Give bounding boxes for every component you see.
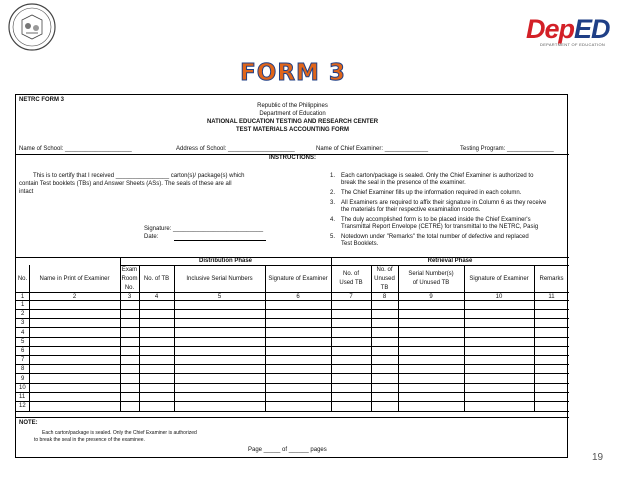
instruction-1-line-1: Each carton/package is sealed. Only the Chief Examiner is authorized to — [341, 173, 534, 179]
col-header-unused-tb-2: Unused — [374, 276, 395, 282]
instruction-4-line-2: Transmittal Report Envelope (CETRE) for transmittal to the NETRC, Pasig — [341, 224, 539, 230]
deped-seal-logo — [6, 2, 58, 52]
column-number: 5 — [217, 294, 222, 300]
deped-logo-dep: Dep — [526, 14, 575, 44]
chief-examiner-field[interactable]: Name of Chief Examiner: _____________ — [316, 146, 429, 152]
row-line — [16, 337, 569, 338]
column-number: 2 — [72, 294, 77, 300]
deped-logo-ed: ED — [574, 14, 610, 44]
date-label: Date: — [144, 234, 159, 240]
table-row-number: 11 — [19, 394, 26, 400]
table-row-number: 1 — [21, 302, 25, 308]
col-line — [464, 265, 465, 411]
note-line-2: to break the seal in the presence of the examinee. — [34, 437, 145, 443]
instruction-4-num: 4. — [330, 217, 336, 223]
column-number: 8 — [382, 294, 387, 300]
column-number: 4 — [154, 294, 159, 300]
row-line — [16, 327, 569, 328]
instruction-1-num: 1. — [330, 173, 336, 179]
col-header-serial-unused-2: of Unused TB — [412, 280, 450, 286]
col-header-serial-unused-1: Serial Number(s) — [408, 271, 454, 277]
slide-title: FORM 3 — [240, 60, 346, 86]
row-line — [16, 383, 569, 384]
table-row-number: 3 — [21, 320, 25, 326]
row-line — [16, 318, 569, 319]
col-header-unused-tb-3: TB — [380, 285, 389, 291]
certify-line-3: intact — [19, 189, 34, 195]
column-number: 10 — [495, 294, 503, 300]
instruction-3-line-1: All Examiners are required to affix their signature in Column 6 as they receive — [341, 200, 547, 206]
center-label: NATIONAL EDUCATION TESTING AND RESEARCH CENTER — [206, 119, 379, 125]
col-header-exam-room-1: Exam — [121, 267, 138, 273]
table-row-number: 6 — [21, 348, 25, 354]
col-line — [174, 265, 175, 411]
header-bottom-line — [16, 292, 569, 293]
note-line-1: Each carton/package is sealed. Only the Chief Examiner is authorized — [42, 430, 197, 436]
instruction-5-num: 5. — [330, 234, 336, 240]
col-header-used-tb-2: Used TB — [339, 280, 363, 286]
col-line — [534, 265, 535, 411]
col-header-exam-room-2: Room — [121, 276, 138, 282]
column-number: 1 — [20, 294, 25, 300]
deped-logo-subtitle: DEPARTMENT OF EDUCATION — [540, 42, 606, 47]
instruction-5-line-1: Notedown under "Remarks" the total number of defective and replaced — [341, 234, 529, 240]
form-name: TEST MATERIALS ACCOUNTING FORM — [236, 127, 349, 133]
test-materials-form — [15, 94, 568, 458]
column-number: 3 — [127, 294, 132, 300]
instruction-2-num: 2. — [330, 190, 336, 196]
col-line — [139, 265, 140, 411]
note-divider — [16, 417, 569, 418]
col-line — [29, 265, 30, 411]
table-row-number: 4 — [21, 330, 25, 336]
certify-line-1: This is to certify that I received ________________ carton(s)/ package(s) which — [33, 173, 245, 179]
col-header-serial: Inclusive Serial Numbers — [186, 276, 253, 282]
row-line — [16, 401, 569, 402]
row-line — [16, 364, 569, 365]
table-row-number: 12 — [19, 403, 26, 409]
instruction-2-line-1: The Chief Examiner fills up the information required in each column. — [341, 190, 522, 196]
school-address-field[interactable]: Address of School: ____________________ — [176, 146, 295, 152]
page-count-line: Page _____ of ______ pages — [248, 447, 327, 453]
column-number: 7 — [349, 294, 353, 300]
col-header-name-print: Name in Print of Examiner — [39, 276, 110, 282]
row-line — [16, 346, 569, 347]
col-header-no: No. — [17, 276, 28, 282]
row-line — [16, 309, 569, 310]
republic-label: Republic of the Philippines — [257, 103, 328, 109]
table-row-number: 7 — [21, 357, 25, 363]
deped-logo — [526, 14, 626, 48]
testing-program-field[interactable]: Testing Program: ______________ — [460, 146, 554, 152]
column-number: 11 — [548, 294, 555, 300]
col-header-used-tb-1: No. of — [342, 271, 359, 277]
table-row-number: 8 — [21, 366, 25, 372]
table-row-number: 9 — [21, 376, 25, 382]
table-row-number: 2 — [21, 311, 25, 317]
column-number: 6 — [296, 294, 300, 300]
row-line — [16, 373, 569, 374]
signature-field[interactable]: Signature: ___________________________ — [144, 226, 264, 232]
col-header-no-tb: No. of TB — [143, 276, 170, 282]
instruction-3-num: 3. — [330, 200, 336, 206]
instruction-5-line-2: Test Booklets. — [341, 241, 379, 247]
slide-number: 19 — [592, 452, 604, 463]
col-header-unused-tb-1: No. of — [376, 267, 393, 273]
instruction-3-line-2: the materials for their respective examination rooms. — [341, 207, 481, 213]
row-line — [16, 392, 569, 393]
distribution-underline — [120, 265, 331, 266]
col-header-signature-2: Signature of Examiner — [469, 276, 529, 282]
instruction-1-line-2: break the seal in the presence of the examiner. — [341, 180, 466, 186]
retrieval-phase-header: Retrieval Phase — [427, 258, 473, 264]
column-number: 9 — [429, 294, 433, 300]
col-header-signature-1: Signature of Examiner — [268, 276, 328, 282]
certify-line-2: contain Test booklets (TBs) and Answer Sheets (ASs). The seals of these are all — [19, 181, 232, 187]
instructions-heading: INSTRUCTIONS: — [269, 155, 316, 161]
table-bottom-line — [16, 411, 569, 412]
school-name-field[interactable]: Name of School: ____________________ — [19, 146, 132, 152]
row-line — [16, 355, 569, 356]
col-line — [265, 265, 266, 411]
instruction-4-line-1: The duly accomplished form is to be placed inside the Chief Examiner's — [341, 217, 531, 223]
note-label: NOTE: — [19, 420, 38, 426]
form-code: NETRC FORM 3 — [19, 97, 64, 103]
table-row-number: 5 — [21, 339, 25, 345]
col-header-exam-room-3: No. — [124, 285, 135, 291]
department-label: Department of Education — [259, 111, 326, 117]
col-header-remarks: Remarks — [539, 276, 564, 282]
table-row-number: 10 — [19, 385, 26, 391]
date-field[interactable] — [174, 240, 266, 241]
distribution-phase-header: Distribution Phase — [198, 258, 252, 264]
